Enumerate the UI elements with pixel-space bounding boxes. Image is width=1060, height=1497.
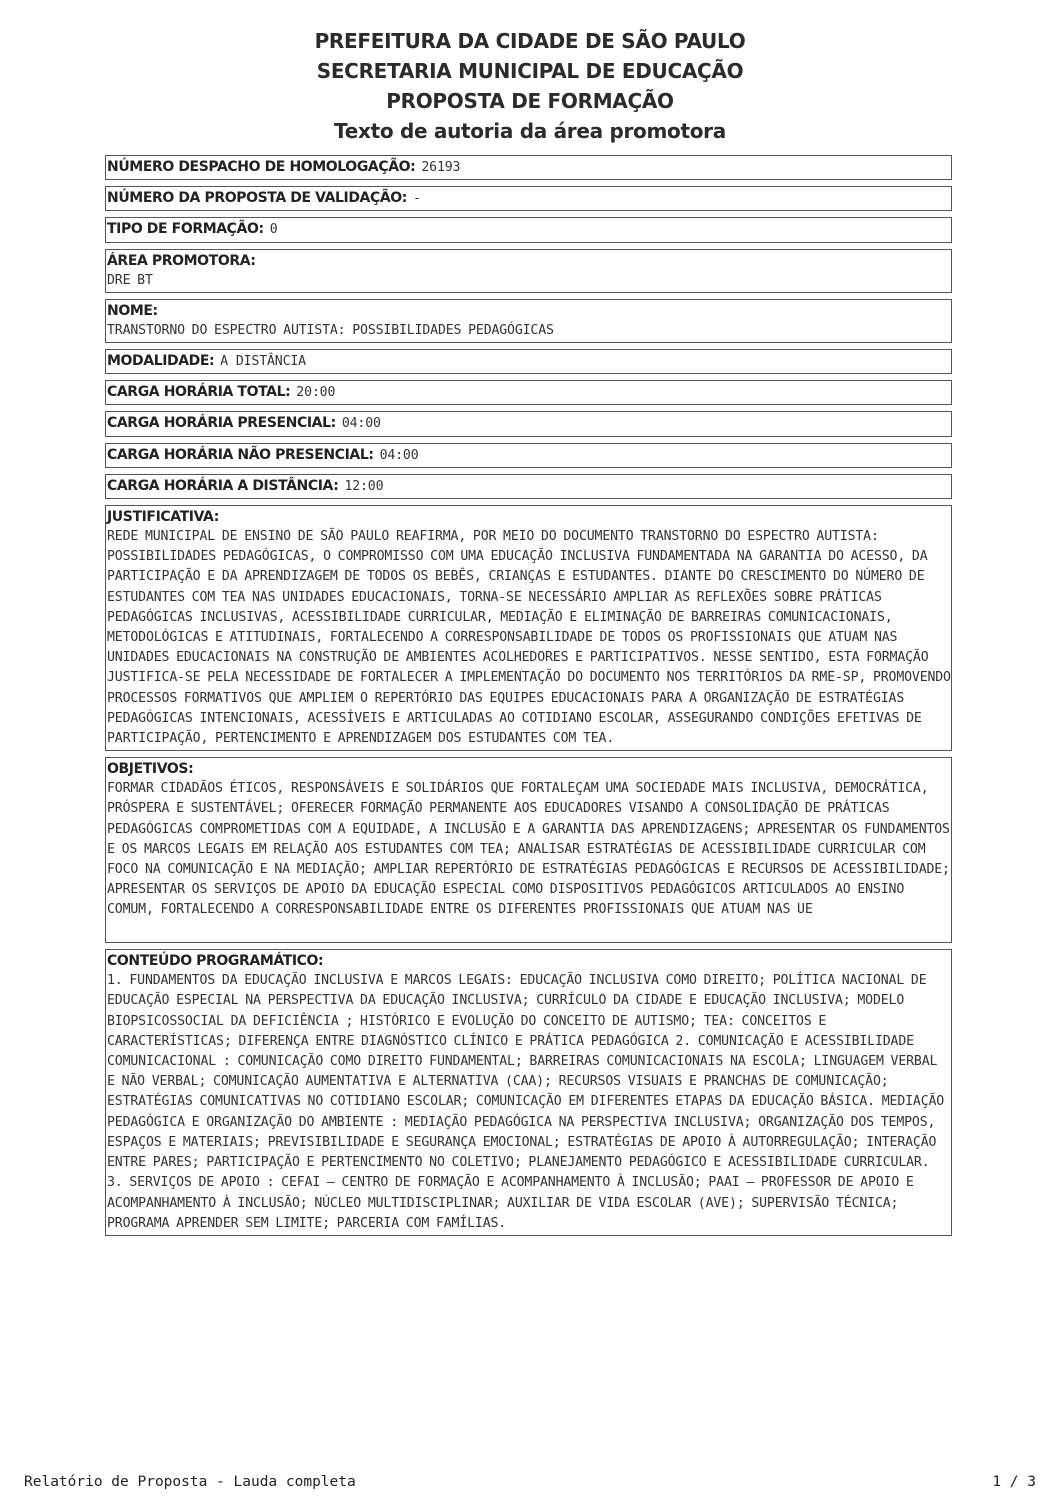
field-objetivos: [105, 757, 952, 943]
field-modalidade: [105, 349, 952, 374]
field-value: A DISTÂNCIA: [220, 354, 306, 370]
header-autoria: Texto de autoria da área promotora: [334, 119, 726, 143]
field-value: 04:00: [379, 447, 419, 463]
field-label: OBJETIVOS:: [107, 761, 194, 778]
field-value: 26193: [421, 160, 461, 175]
field-value: DRE BT: [107, 272, 153, 288]
field-value: REDE MUNICIPAL DE ENSINO DE SÃO PAULO REAFIRMA, POR MEIO DO DOCUMENTO TRANSTORNO DO ESPECTRO AUTISTA: POSSIBILIDADES PEDAGÓGICAS, O COMPROMISSO COM UMA EDUCAÇÃO INCLUSIVA FUNDAMENTADA NA GARANTIA DO ACESSO, DA PARTICIPAÇÃO E DA APRENDIZAGEM DE TODOS OS BEBÊS, CRIANÇAS E ESTUDANTES. DIANTE DO CRESCIMENTO DO NÚMERO DE ESTUDANTES COM TEA NAS UNIDADES EDUCACIONAIS, TORNA-SE NECESSÁRIO AMPLIAR AS REFLEXÕES SOBRE PRÁTICAS PEDAGÓGICAS INCLUSIVAS, ACESSIBILIDADE CURRICULAR, MEDIAÇÃO E ELIMINAÇÃO DE BARREIRAS COMUNICACIONAIS, METODOLÓGICAS E ATITUDINAIS, FORTALECENDO A CORRESPONSABILIDADE DE TODOS OS PROFISSIONAIS QUE ATUAM NAS UNIDADES EDUCACIONAIS NA CONSTRUÇÃO DE AMBIENTES ACOLHEDORES E PARTICIPATIVOS. NESSE SENTIDO, ESTA FORMAÇÃO JUSTIFICA-SE PELA NECESSIDADE DE FORTALECER A IMPLEMENTAÇÃO DO DOCUMENTO NOS TERRITÓRIOS DA RME-SP, PROMOVENDO PROCESSOS FORMATIVOS QUE AMPLIEM O REPERTÓRIO DAS EQUIPES EDUCACIONAIS PARA A ORGANIZAÇÃO DE ESTRATÉGIAS PEDAGÓGICAS INTENCIONAIS, ACESSÍVEIS E ARTICULADAS AO COTIDIANO ESCOLAR, ASSEGURANDO CONDIÇÕES EFETIVAS DE PARTICIPAÇÃO, PERTENCIMENTO E APRENDIZAGEM DOS ESTUDANTES COM TEA.: [107, 529, 951, 747]
field-value: 1. FUNDAMENTOS DA EDUCAÇÃO INCLUSIVA E MARCOS LEGAIS: EDUCAÇÃO INCLUSIVA COMO DIREITO; POLÍTICA NACIONAL DE EDUCAÇÃO ESPECIAL NA PERSPECTIVA DA EDUCAÇÃO INCLUSIVA; CURRÍCULO DA CIDADE E EDUCAÇÃO INCLUSIVA; MODELO BIOPSICOSSOCIAL DA DEFICIÊNCIA ; HISTÓRICO E EVOLUÇÃO DO CONCEITO DE AUTISMO; TEA: CONCEITOS E CARACTERÍSTICAS; DIFERENÇA ENTRE DIAGNÓSTICO CLÍNICO E PRÁTICA PEDAGÓGICA 2. COMUNICAÇÃO E ACESSIBILIDADE COMUNICACIONAL : COMUNICAÇÃO COMO DIREITO FUNDAMENTAL; BARREIRAS COMUNICACIONAIS NA ESCOLA; LINGUAGEM VERBAL E NÃO VERBAL; COMUNICAÇÃO AUMENTATIVA E ALTERNATIVA (CAA); RECURSOS VISUAIS E PRANCHAS DE COMUNICAÇÃO; ESTRATÉGIAS COMUNICATIVAS NO COTIDIANO ESCOLAR; COMUNICAÇÃO EM DIFERENTES ETAPAS DA EDUCAÇÃO BÁSICA. MEDIAÇÃO PEDAGÓGICA E ORGANIZAÇÃO DO AMBIENTE : MEDIAÇÃO PEDAGÓGICA NA PERSPECTIVA INCLUSIVA; ORGANIZAÇÃO DOS TEMPOS, ESPAÇOS E MATERIAIS; PREVISIBILIDADE E SEGURANÇA EMOCIONAL; ESTRATÉGIAS DE APOIO À AUTORREGULAÇÃO; INTERAÇÃO ENTRE PARES; PARTICIPAÇÃO E PERTENCIMENTO NO COLETIVO; PLANEJAMENTO PEDAGÓGICO E ACESSIBILIDADE CURRICULAR. 3. SERVIÇOS DE APOIO : CEFAI — CENTRO DE FORMAÇÃO E ACOMPANHAMENTO À INCLUSÃO; PAAI — PROFESSOR DE APOIO E ACOMPANHAMENTO À INCLUSÃO; NÚCLEO MULTIDISCIPLINAR; AUXILIAR DE VIDA ESCOLAR (AVE); SUPERVISÃO TÉCNICA; PROGRAMA APRENDER SEM LIMITE; PARCERIA COM FAMÍLIAS.: [107, 973, 945, 1231]
field-area-promotora: [105, 249, 952, 293]
field-justificativa: [105, 505, 952, 751]
field-value: 0: [269, 222, 278, 238]
field-nome: [105, 299, 952, 343]
field-carga-distancia: [105, 474, 952, 499]
field-label: CONTEÚDO PROGRAMÁTICO:: [107, 953, 324, 970]
field-tipo: [105, 217, 952, 242]
header-secretaria: SECRETARIA MUNICIPAL DE EDUCAÇÃO: [316, 59, 744, 83]
field-label: CARGA HORÁRIA TOTAL:: [107, 384, 291, 401]
footer-report-title: Relatório de Proposta - Lauda completa: [24, 1474, 356, 1490]
field-value: 20:00: [296, 385, 336, 401]
page-footer: [24, 1474, 1036, 1490]
field-despacho: [105, 155, 952, 180]
header-prefeitura: PREFEITURA DA CIDADE DE SÃO PAULO: [314, 29, 746, 53]
field-label: NÚMERO DESPACHO DE HOMOLOGAÇÃO:: [107, 159, 416, 175]
header-proposta: PROPOSTA DE FORMAÇÃO: [386, 89, 674, 113]
field-label: ÁREA PROMOTORA:: [107, 252, 256, 269]
field-carga-nao-presencial: [105, 443, 952, 468]
field-proposta: [105, 186, 952, 211]
field-label: MODALIDADE:: [107, 353, 215, 370]
field-carga-presencial: [105, 411, 952, 436]
field-label: NÚMERO DA PROPOSTA DE VALIDAÇÃO:: [107, 190, 407, 207]
field-label: CARGA HORÁRIA NÃO PRESENCIAL:: [107, 446, 374, 463]
page-number: 1 / 3: [992, 1474, 1036, 1490]
field-value: FORMAR CIDADÃOS ÉTICOS, RESPONSÁVEIS E SOLIDÁRIOS QUE FORTALEÇAM UMA SOCIEDADE MAIS INCLUSIVA, DEMOCRÁTICA, PRÓSPERA E SUSTENTÁVEL; OFERECER FORMAÇÃO PERMANENTE AOS EDUCADORES VISANDO A CONSOLIDAÇÃO DE PRÁTICAS PEDAGÓGICAS COMPROMETIDAS COM A EQUIDADE, A INCLUSÃO E A GARANTIA DAS APRENDIZAGENS; APRESENTAR OS FUNDAMENTOS E OS MARCOS LEGAIS EM RELAÇÃO AOS ESTUDANTES COM TEA; ANALISAR ESTRATÉGIAS DE ACESSIBILIDADE CURRICULAR COM FOCO NA COMUNICAÇÃO E NA MEDIAÇÃO; AMPLIAR REPERTÓRIO DE ESTRATÉGIAS PEDAGÓGICAS E RECURSOS DE ACESSIBILIDADE; APRESENTAR OS SERVIÇOS DE APOIO DA EDUCAÇÃO ESPECIAL COMO DISPOSITIVOS PEDAGÓGICOS ARTICULADOS AO ENSINO COMUM, FORTALECENDO A CORRESPONSABILIDADE ENTRE OS DIFERENTES PROFISSIONAIS QUE ATUAM NAS UE: [107, 781, 950, 918]
field-label: JUSTIFICATIVA:: [107, 509, 219, 526]
document-header: [0, 26, 1060, 146]
field-value: 12:00: [344, 478, 384, 494]
field-label: TIPO DE FORMAÇÃO:: [107, 221, 264, 238]
field-value: -: [413, 191, 421, 207]
field-label: CARGA HORÁRIA A DISTÂNCIA:: [107, 477, 339, 494]
field-carga-total: [105, 380, 952, 405]
field-value: TRANSTORNO DO ESPECTRO AUTISTA: POSSIBILIDADES PEDAGÓGICAS: [107, 322, 554, 338]
field-conteudo-programatico: [105, 949, 952, 1236]
form-fields: [105, 155, 952, 1242]
field-label: NOME:: [107, 302, 158, 319]
field-label: CARGA HORÁRIA PRESENCIAL:: [107, 415, 336, 432]
field-value: 04:00: [341, 416, 381, 432]
